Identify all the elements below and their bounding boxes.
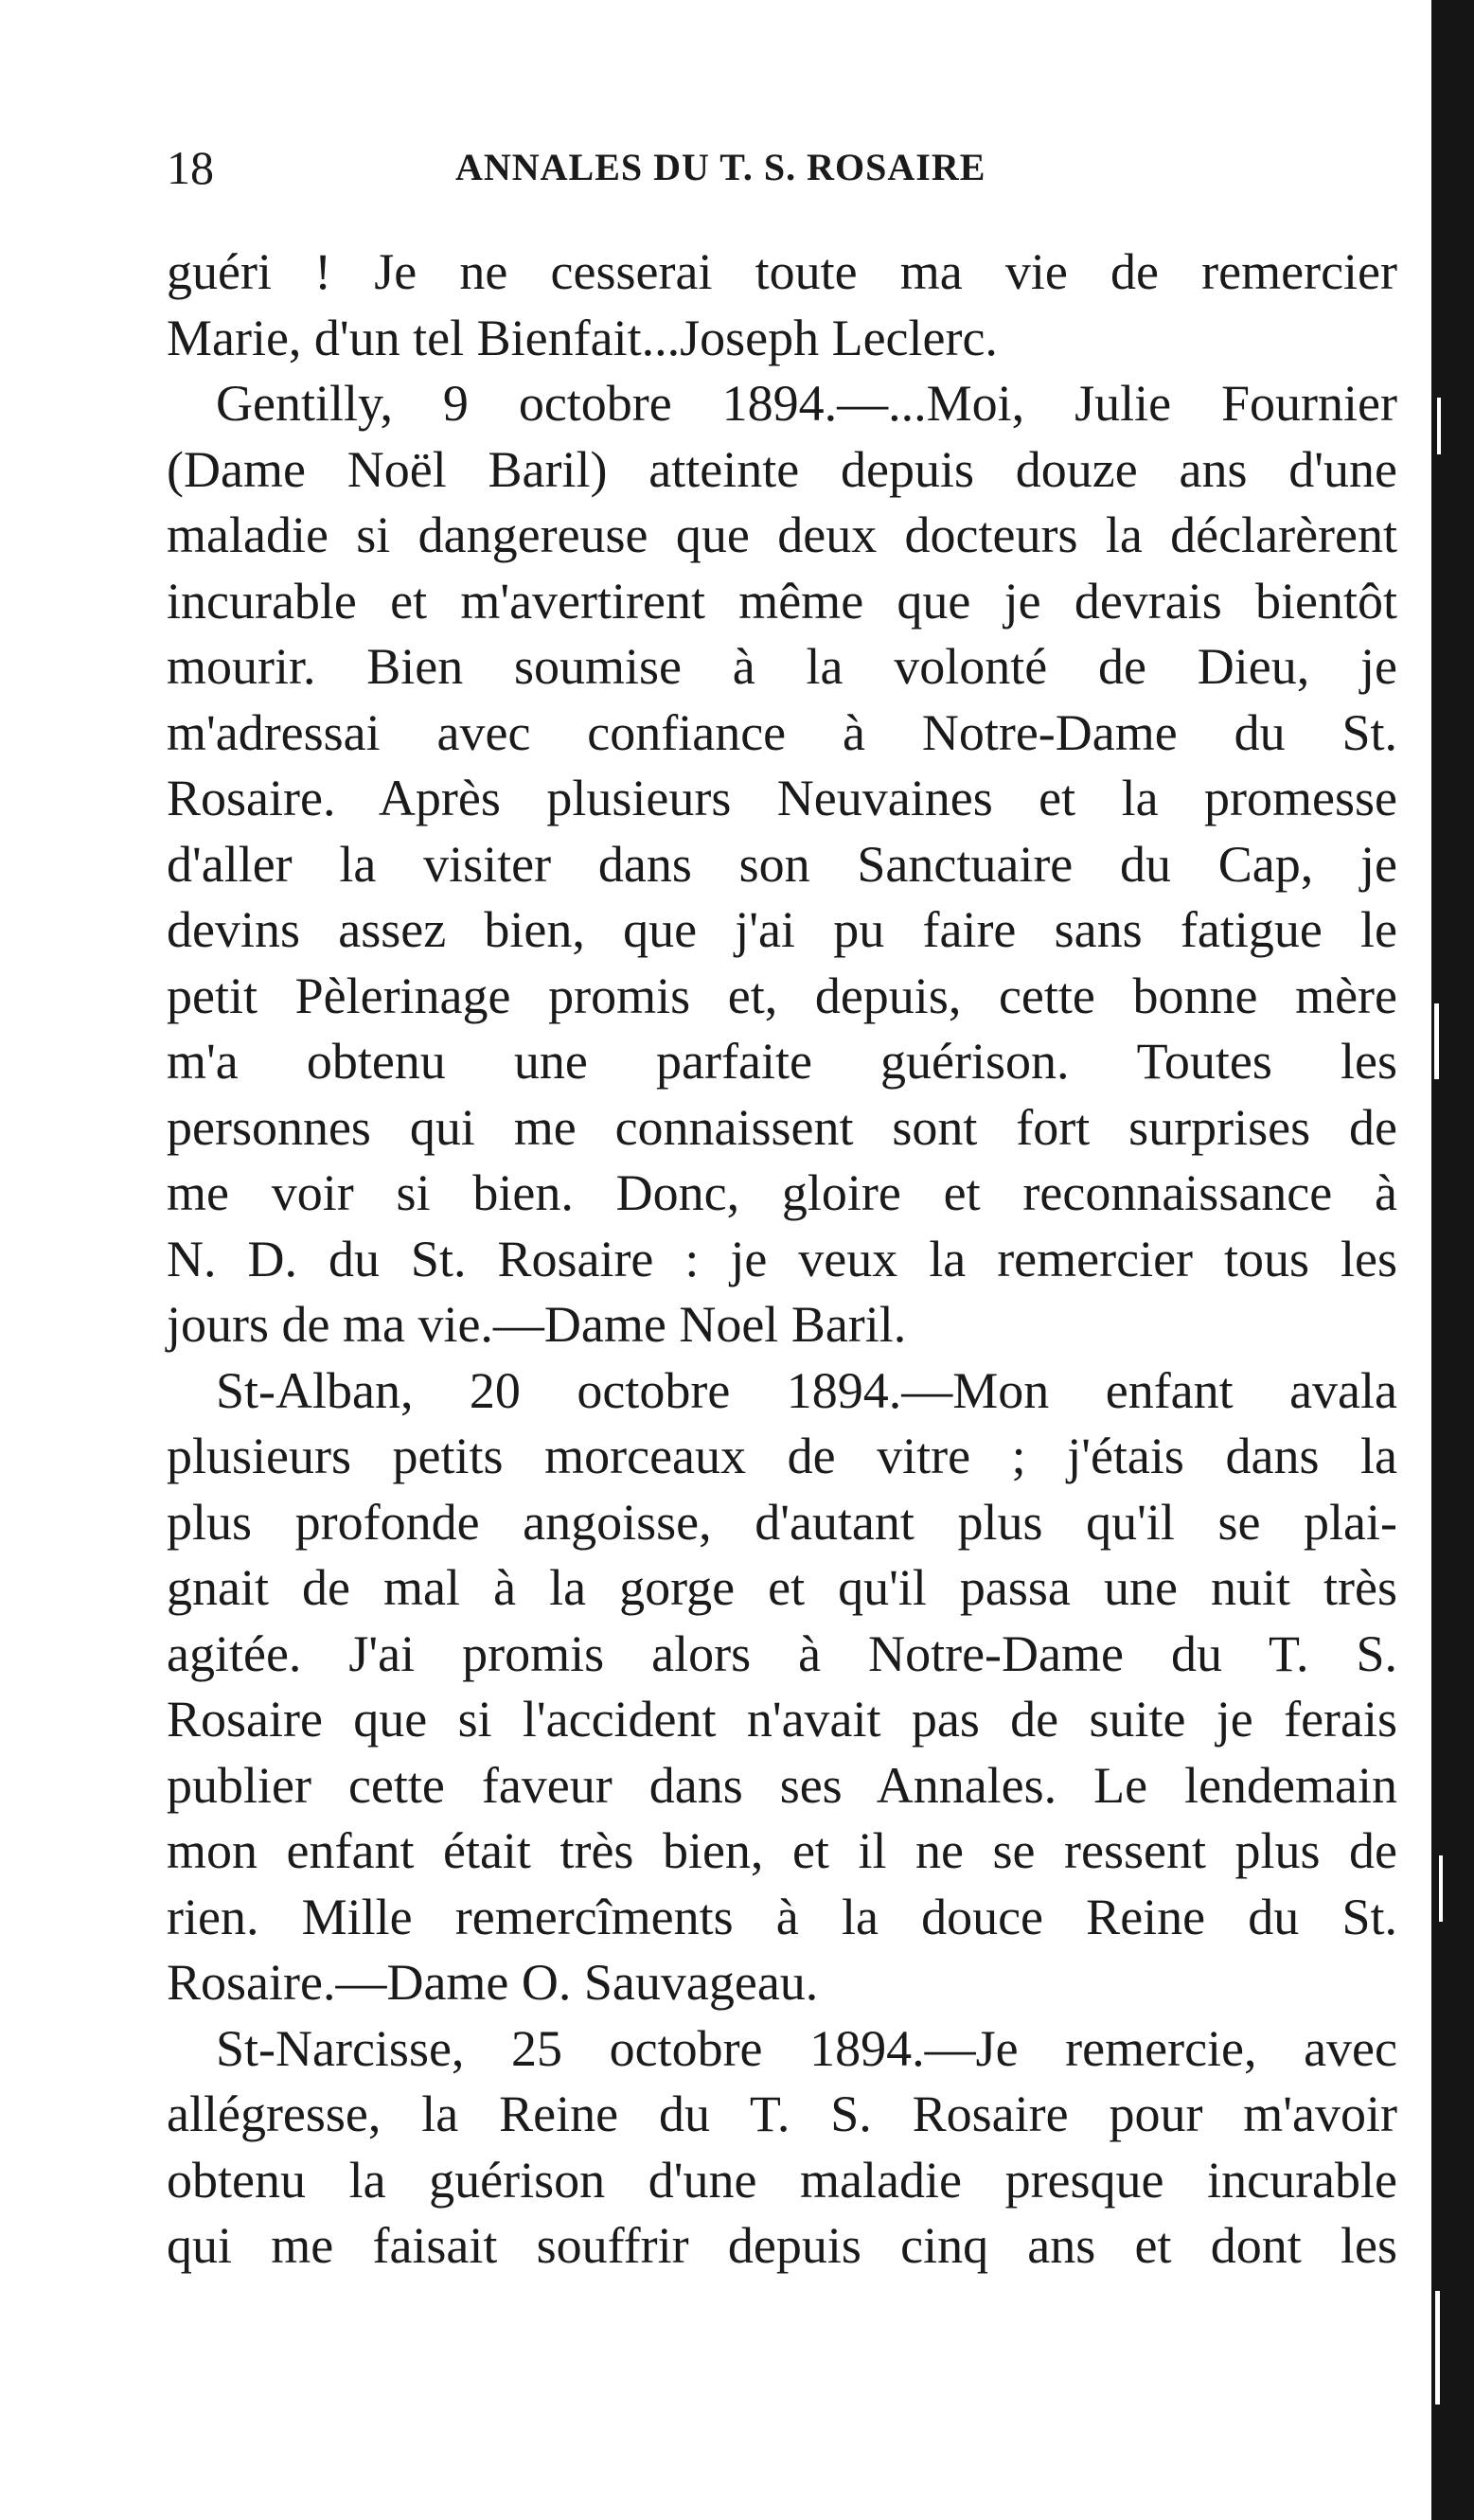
scan-speck (1439, 1855, 1443, 1922)
text-line: plusieurs petits morceaux de vitre ; j'étais dans la (167, 1428, 1397, 1484)
text-line: jours de ma vie.—Dame Noel Baril. (167, 1296, 907, 1353)
text-line: Gentilly, 9 octobre 1894.—...Moi, Julie Fournier (216, 375, 1397, 432)
text-line: personnes qui me connaissent sont fort surprises de (167, 1098, 1397, 1156)
running-title: ANNALES DU T. S. ROSAIRE (455, 146, 986, 188)
text-line: plus profonde angoisse, d'autant plus qu'il se plai- (167, 1493, 1397, 1551)
text-line: agitée. J'ai promis alors à Notre-Dame du T. S. (167, 1624, 1397, 1682)
page-number: 18 (167, 141, 214, 194)
scan-edge-shadow (1431, 0, 1474, 2520)
text-line: mourir. Bien soumise à la volonté de Dieu, je (167, 638, 1397, 695)
text-line: Rosaire que si l'accident n'avait pas de suite je ferais (167, 1691, 1397, 1748)
body-text (167, 240, 1397, 2280)
text-line: St-Alban, 20 octobre 1894.—Mon enfant avala (216, 1361, 1397, 1419)
text-line: (Dame Noël Baril) atteinte depuis douze ans d'une (167, 440, 1397, 498)
text-line: maladie si dangereuse que deux docteurs la déclarèrent (167, 506, 1397, 563)
text-line: St-Narcisse, 25 octobre 1894.—Je remercie, avec (216, 2019, 1397, 2077)
text-line: petit Pèlerinage promis et, depuis, cette bonne mère (167, 967, 1397, 1024)
running-head (167, 134, 1397, 201)
text-line: Rosaire. Après plusieurs Neuvaines et la promesse (167, 770, 1397, 826)
text-line: incurable et m'avertirent même que je devrais bientôt (167, 572, 1397, 630)
text-line: rien. Mille remercîments à la douce Reine du St. (167, 1888, 1397, 1945)
text-line: mon enfant était très bien, et il ne se ressent plus de (167, 1822, 1397, 1879)
text-line: allégresse, la Reine du T. S. Rosaire pour m'avoir (167, 2085, 1397, 2142)
text-line: me voir si bien. Donc, gloire et reconnaissance à (167, 1164, 1397, 1221)
text-line: Rosaire.—Dame O. Sauvageau. (167, 1954, 819, 2011)
text-line: obtenu la guérison d'une maladie presque incurable (167, 2151, 1397, 2209)
text-line: N. D. du St. Rosaire : je veux la remercier tous les (167, 1230, 1397, 1287)
text-line: qui me faisait souffrir depuis cinq ans et dont les (167, 2217, 1397, 2274)
text-line: guéri ! Je ne cesserai toute ma vie de remercier (167, 243, 1397, 300)
text-line: devins assez bien, que j'ai pu faire sans fatigue le (167, 901, 1397, 958)
text-line: publier cette faveur dans ses Annales. Le lendemain (167, 1756, 1397, 1814)
text-line: m'a obtenu une parfaite guérison. Toutes les (167, 1033, 1397, 1090)
text-line: d'aller la visiter dans son Sanctuaire du Cap, je (167, 835, 1397, 893)
scan-speck (1437, 398, 1441, 454)
scan-speck (1434, 1003, 1439, 1079)
text-line: Marie, d'un tel Bienfait...Joseph Leclerc. (167, 309, 998, 366)
scan-speck (1435, 2291, 1440, 2405)
text-line: gnait de mal à la gorge et qu'il passa une nuit très (167, 1559, 1397, 1616)
text-line: m'adressai avec confiance à Notre-Dame du St. (167, 703, 1397, 761)
